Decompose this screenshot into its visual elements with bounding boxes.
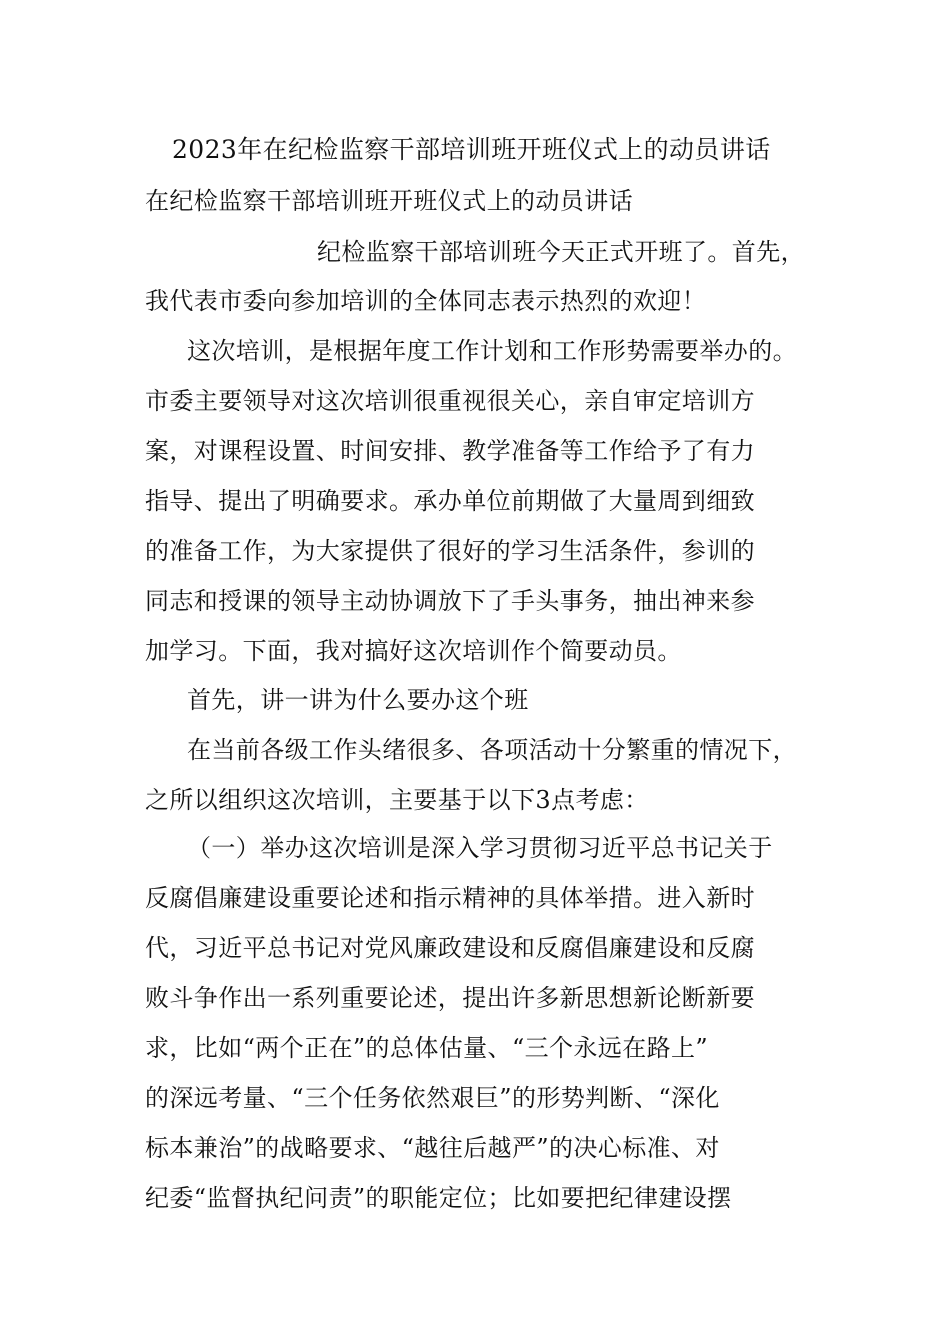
paragraph-line: 反腐倡廉建设重要论述和指示精神的具体举措。进入新时 — [145, 884, 755, 912]
paragraph-line: 同志和授课的领导主动协调放下了手头事务，抽出神来参 — [145, 587, 755, 615]
paragraph-line: 求，比如“两个正在”的总体估量、“三个永远在路上” — [145, 1034, 709, 1062]
document-subtitle: 在纪检监察干部培训班开班仪式上的动员讲话 — [145, 187, 633, 215]
paragraph-line: 纪委“监督执纪问责”的职能定位；比如要把纪律建设摆 — [145, 1184, 732, 1212]
paragraph-line: 市委主要领导对这次培训很重视很关心，亲自审定培训方 — [145, 387, 755, 415]
paragraph-line: 代，习近平总书记对党风廉政建设和反腐倡廉建设和反腐 — [145, 934, 755, 962]
paragraph-line: 标本兼治”的战略要求、“越往后越严”的决心标准、对 — [145, 1134, 720, 1162]
paragraph-line: 这次培训，是根据年度工作计划和工作形势需要举办的。 — [187, 337, 797, 365]
paragraph-line: 我代表市委向参加培训的全体同志表示热烈的欢迎！ — [145, 287, 707, 315]
paragraph-line: 败斗争作出一系列重要论述，提出许多新思想新论断新要 — [145, 984, 755, 1012]
paragraph-line: 的准备工作，为大家提供了很好的学习生活条件，参训的 — [145, 537, 755, 565]
paragraph-line: （一）举办这次培训是深入学习贯彻习近平总书记关于 — [187, 834, 773, 862]
section-heading: 首先，讲一讲为什么要办这个班 — [187, 686, 529, 714]
paragraph-line: 纪检监察干部培训班今天正式开班了。首先， — [317, 238, 805, 266]
paragraph-line: 案，对课程设置、时间安排、教学准备等工作给予了有力 — [145, 437, 755, 465]
paragraph-line: 加学习。下面，我对搞好这次培训作个简要动员。 — [145, 637, 682, 665]
paragraph-line: 指导、提出了明确要求。承办单位前期做了大量周到细致 — [145, 487, 755, 515]
paragraph-line: 的深远考量、“三个任务依然艰巨”的形势判断、“深化 — [145, 1084, 720, 1112]
paragraph-line: 之所以组织这次培训，主要基于以下3点考虑： — [145, 786, 649, 814]
paragraph-line: 在当前各级工作头绪很多、各项活动十分繁重的情况下， — [187, 736, 797, 764]
document-title: 2023年在纪检监察干部培训班开班仪式上的动员讲话 — [172, 135, 771, 164]
